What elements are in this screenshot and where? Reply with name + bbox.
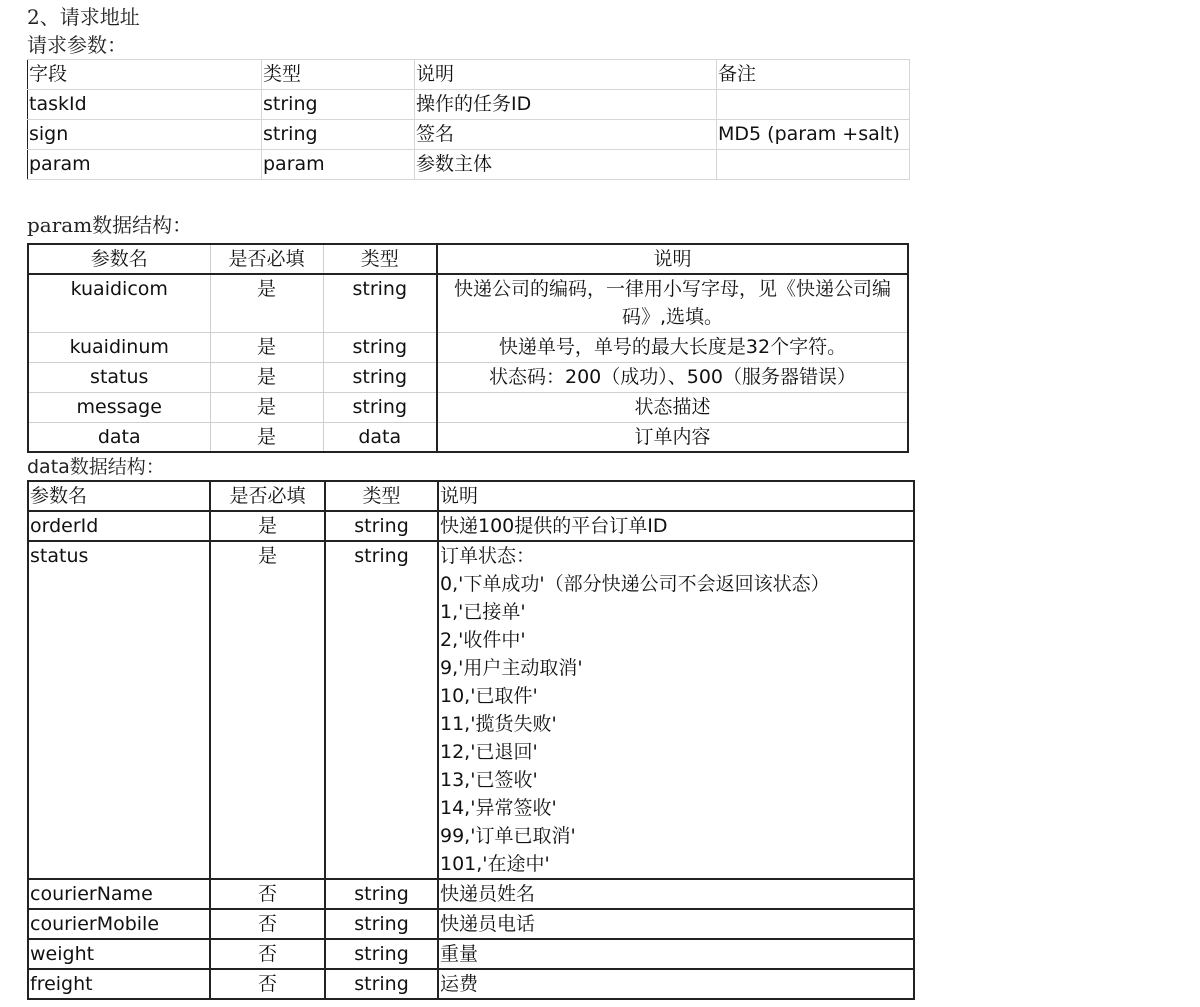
table-cell: 快递100提供的平台订单ID	[438, 511, 914, 541]
table-cell: 是	[210, 422, 323, 452]
table-cell: 快递员电话	[438, 909, 914, 939]
status-value: 1,'已接单'	[440, 601, 526, 623]
status-value: 14,'异常签收'	[440, 797, 557, 819]
header-cell: 类型	[323, 244, 437, 274]
table-row	[28, 392, 908, 422]
table-cell: 否	[210, 969, 325, 999]
status-title: 订单状态：	[440, 545, 536, 567]
table-cell	[717, 90, 910, 120]
table-cell: 操作的任务ID	[415, 90, 717, 120]
table-cell: param	[262, 150, 415, 180]
table-cell: 是	[210, 362, 323, 392]
table-cell: data	[323, 422, 437, 452]
table-cell: sign	[28, 120, 262, 150]
header-cell: 字段	[28, 60, 262, 90]
status-value: 9,'用户主动取消'	[440, 657, 583, 679]
header-cell: 参数名	[28, 244, 210, 274]
table-row	[28, 511, 914, 541]
table-cell: 是	[210, 511, 325, 541]
table-cell: courierName	[28, 879, 210, 909]
table-header-row	[28, 60, 910, 90]
table-cell: string	[325, 879, 438, 909]
table-cell: kuaidinum	[28, 332, 210, 362]
table-cell: 快递单号，单号的最大长度是32个字符。	[437, 332, 908, 362]
table-cell: 运费	[438, 969, 914, 999]
table-cell: data	[28, 422, 210, 452]
table-cell: 否	[210, 909, 325, 939]
header-cell: 是否必填	[210, 244, 323, 274]
status-value: 0,'下单成功'（部分快递公司不会返回该状态）	[440, 573, 830, 595]
table-header-row	[28, 244, 908, 274]
header-cell: 备注	[717, 60, 910, 90]
table-cell: string	[323, 392, 437, 422]
table-cell: orderId	[28, 511, 210, 541]
status-value: 2,'收件中'	[440, 629, 526, 651]
table-cell: string	[325, 939, 438, 969]
table-row	[28, 969, 914, 999]
table-cell: freight	[28, 969, 210, 999]
table-cell: string	[323, 362, 437, 392]
table-cell: 状态码：200（成功）、500（服务器错误）	[437, 362, 908, 392]
table-cell: 签名	[415, 120, 717, 150]
table-row	[28, 422, 908, 452]
table-row	[28, 150, 910, 180]
status-value: 101,'在途中'	[440, 853, 550, 875]
param-struct-heading: param数据结构：	[27, 213, 193, 237]
table-row	[28, 541, 914, 879]
table-row	[28, 274, 908, 332]
table-cell: courierMobile	[28, 909, 210, 939]
header-cell: 类型	[325, 481, 438, 511]
header-cell: 是否必填	[210, 481, 325, 511]
request-params-heading: 请求参数：	[27, 33, 127, 57]
table-cell: string	[323, 332, 437, 362]
table-cell: 是	[210, 274, 323, 332]
table-cell: string	[262, 90, 415, 120]
header-cell: 说明	[437, 244, 908, 274]
status-value: 10,'已取件'	[440, 685, 538, 707]
data-struct-heading: data数据结构：	[27, 456, 165, 478]
header-cell: 参数名	[28, 481, 210, 511]
table-cell: string	[325, 969, 438, 999]
status-value: 12,'已退回'	[440, 741, 538, 763]
table-row	[28, 909, 914, 939]
table-cell: weight	[28, 939, 210, 969]
table-cell: 是	[210, 332, 323, 362]
section-heading: 2、请求地址	[27, 5, 140, 29]
table-cell: 订单内容	[437, 422, 908, 452]
table-cell: param	[28, 150, 262, 180]
request-params-table	[27, 59, 910, 180]
table-cell: 参数主体	[415, 150, 717, 180]
header-cell: 说明	[415, 60, 717, 90]
table-cell: string	[325, 541, 438, 879]
table-cell: 是	[210, 392, 323, 422]
table-header-row	[28, 481, 914, 511]
table-cell: message	[28, 392, 210, 422]
table-cell: string	[325, 909, 438, 939]
table-cell: 是	[210, 541, 325, 879]
param-struct-table	[27, 243, 909, 453]
header-cell: 类型	[262, 60, 415, 90]
table-cell: MD5 (param +salt)	[717, 120, 910, 150]
table-row	[28, 362, 908, 392]
status-description-cell	[438, 541, 914, 879]
table-cell: 重量	[438, 939, 914, 969]
table-cell: string	[323, 274, 437, 332]
header-cell: 说明	[438, 481, 914, 511]
table-row	[28, 90, 910, 120]
table-cell: string	[262, 120, 415, 150]
table-row	[28, 939, 914, 969]
table-cell: string	[325, 511, 438, 541]
table-cell: 否	[210, 879, 325, 909]
table-cell: 快递公司的编码，一律用小写字母，见《快递公司编码》,选填。	[437, 274, 908, 332]
table-cell: taskId	[28, 90, 262, 120]
data-struct-table	[27, 480, 915, 1000]
status-value: 11,'揽货失败'	[440, 713, 557, 735]
table-row	[28, 120, 910, 150]
table-cell: status	[28, 541, 210, 879]
table-cell: status	[28, 362, 210, 392]
table-row	[28, 332, 908, 362]
table-cell: kuaidicom	[28, 274, 210, 332]
table-cell: 状态描述	[437, 392, 908, 422]
table-cell: 否	[210, 939, 325, 969]
status-value: 99,'订单已取消'	[440, 825, 576, 847]
table-cell	[717, 150, 910, 180]
status-value: 13,'已签收'	[440, 769, 538, 791]
table-cell: 快递员姓名	[438, 879, 914, 909]
table-row	[28, 879, 914, 909]
